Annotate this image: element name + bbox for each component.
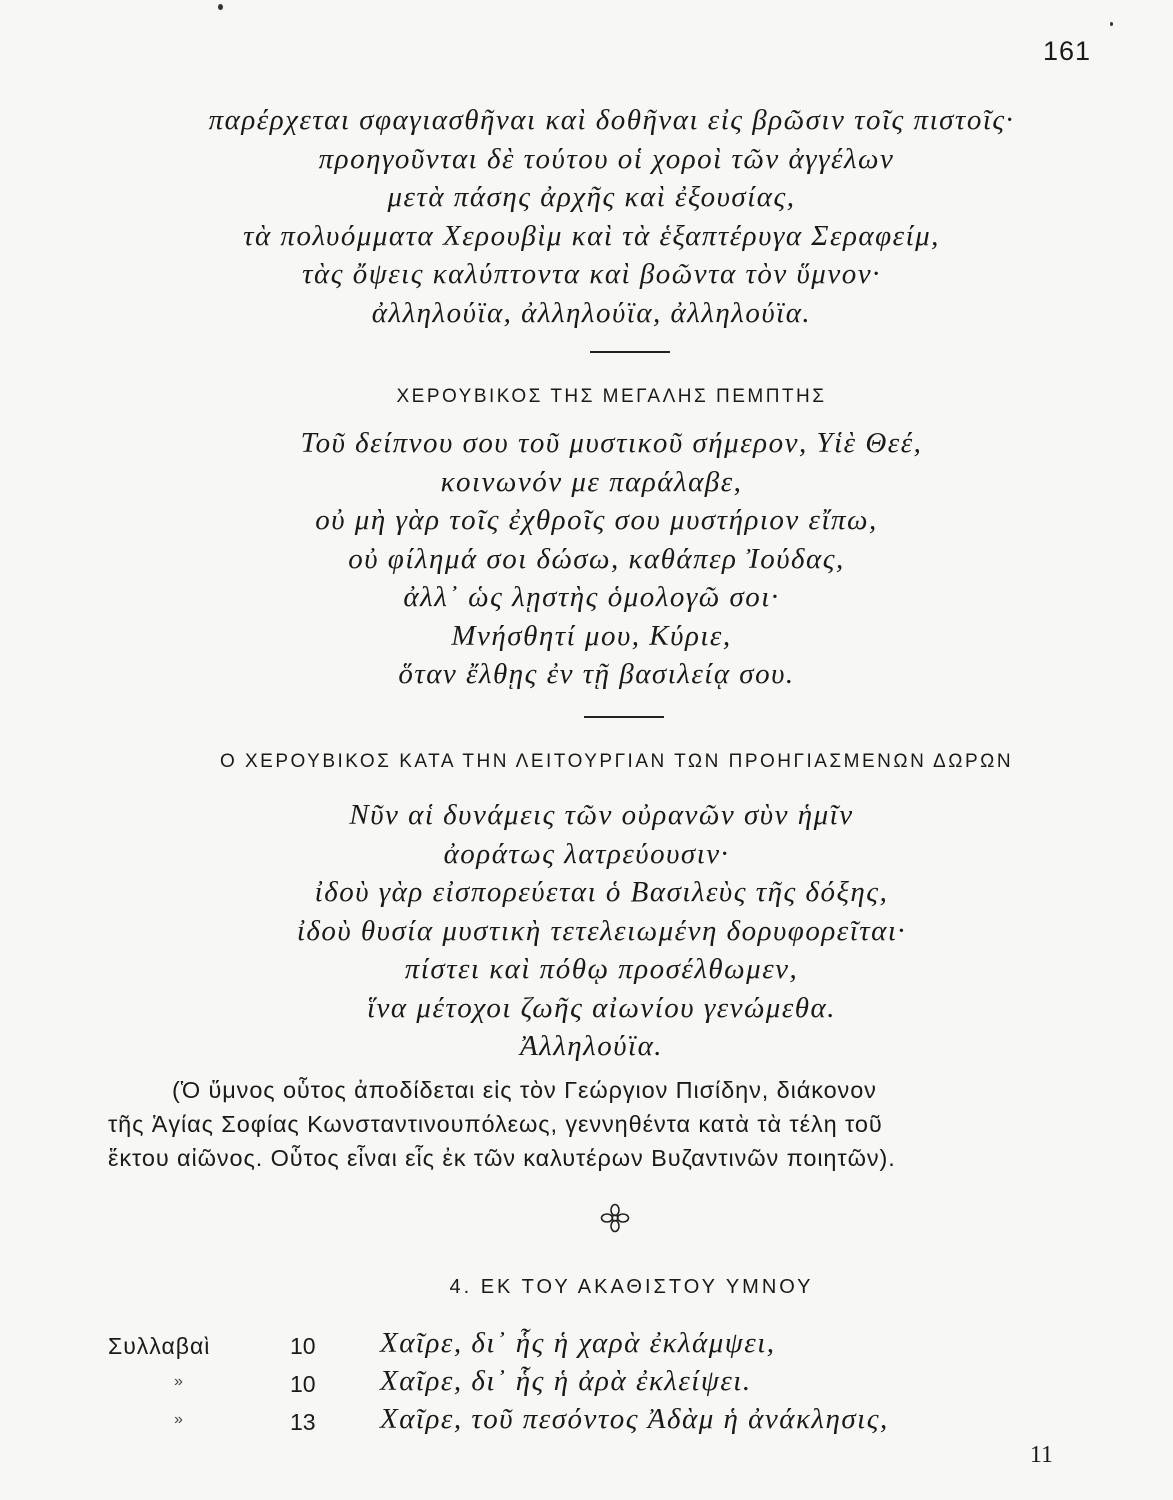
poem-line: προηγοῦνται δὲ τούτου οἱ χοροὶ τῶν ἀγγέλων	[318, 142, 895, 175]
section-heading-great-thursday: ΧΕΡΟΥΒΙΚΟΣ ΤΗΣ ΜΕΓΑΛΗΣ ΠΕΜΠΤΗΣ	[396, 386, 827, 407]
poem-line: πίστει καὶ πόθῳ προσέλθωμεν,	[404, 953, 799, 985]
ditto-mark: »	[174, 1373, 183, 1390]
poem-line: μετὰ πάσης ἀρχῆς καὶ ἐξουσίας,	[387, 181, 796, 213]
ink-speck	[218, 4, 223, 10]
akathist-meter-table	[108, 1327, 1008, 1441]
poem-line: ἀλληλούϊα, ἀλληλούϊα, ἀλληλούϊα.	[371, 296, 812, 329]
poem-line: ἰδοὺ γὰρ εἰσπορεύεται ὁ Βασιλεὺς τῆς δόξης,	[314, 876, 889, 908]
poem-line: τὰ πολυόμματα Χερουβὶμ καὶ τὰ ἑξαπτέρυγα Σεραφείμ,	[243, 219, 940, 252]
floral-ornament-icon	[600, 1203, 630, 1233]
note-line: (Ὁ ὕμνος οὗτος ἀποδίδεται εἰς τὸν Γεώργιον Πισίδην, διάκονον	[172, 1077, 877, 1103]
poem-line: ὅταν ἔλθῃς ἐν τῇ βασιλείᾳ σου.	[398, 658, 795, 690]
poem-line: οὐ φίλημά σοι δώσω, καθάπερ Ἰούδας,	[348, 542, 845, 575]
poem-line: οὐ μὴ γὰρ τοῖς ἐχθροῖς σου μυστήριον εἴπω,	[315, 504, 878, 536]
syllables-label: Συλλαβαὶ	[108, 1333, 211, 1359]
akathist-verse: Χαῖρε, δι᾿ ἧς ἡ ἀρὰ ἐκλείψει.	[380, 1365, 752, 1397]
meter-row	[108, 1403, 1008, 1441]
poem-line: ἰδοὺ θυσία μυστικὴ τετελειωμένη δορυφορεῖται·	[296, 914, 907, 947]
presanctified-poem	[0, 796, 1173, 1066]
section-divider	[590, 351, 670, 353]
section-heading-akathist: 4. ΕΚ ΤΟΥ ΑΚΑΘΙΣΤΟΥ ΥΜΝΟΥ	[449, 1276, 814, 1298]
intro-poem	[0, 101, 1173, 332]
poem-line: τὰς ὄψεις καλύπτοντα καὶ βοῶντα τὸν ὕμνον·	[302, 258, 881, 290]
poem-line: Μνήσθητί μου, Κύριε,	[451, 619, 732, 652]
poem-line: ἀοράτως λατρεύουσιν·	[443, 837, 730, 870]
note-line: ἕκτου αἰῶνος. Οὗτος εἶναι εἷς ἐκ τῶν καλυτέρων Βυζαντινῶν ποιητῶν).	[108, 1145, 896, 1171]
meter-row	[108, 1365, 1008, 1403]
ink-speck	[1110, 22, 1113, 26]
poem-line: Ἀλληλούϊα.	[519, 1030, 664, 1062]
poem-line: ἀλλ᾿ ὡς λῃστὴς ὁμολογῶ σοι·	[403, 581, 780, 613]
great-thursday-poem	[0, 424, 1173, 694]
signature-mark: 11	[1029, 1442, 1053, 1468]
poem-line: Νῦν αἱ δυνάμεις τῶν οὐρανῶν σὺν ἡμῖν	[349, 799, 854, 831]
section-divider	[584, 716, 664, 718]
akathist-verse: Χαῖρε, τοῦ πεσόντος Ἀδὰμ ἡ ἀνάκλησις,	[380, 1403, 889, 1435]
section-heading-presanctified: Ο ΧΕΡΟΥΒΙΚΟΣ ΚΑΤΑ ΤΗΝ ΛΕΙΤΟΥΡΓΙΑΝ ΤΩΝ ΠΡΟΗΓΙΑΣΜΕΝΩΝ ΔΩΡΩΝ	[219, 751, 1014, 772]
syllable-count: 13	[290, 1409, 316, 1435]
page-number: 161	[1042, 36, 1091, 66]
note-line: τῆς Ἁγίας Σοφίας Κωνσταντινουπόλεως, γεννηθέντα κατὰ τὰ τέλη τοῦ	[108, 1111, 883, 1137]
akathist-verse: Χαῖρε, δι᾿ ἧς ἡ χαρὰ ἐκλάμψει,	[380, 1327, 776, 1359]
authorship-note	[108, 1073, 1093, 1175]
poem-line: παρέρχεται σφαγιασθῆναι καὶ δοθῆναι εἰς βρῶσιν τοῖς πιστοῖς·	[208, 104, 1015, 136]
meter-row	[108, 1327, 1008, 1365]
syllable-count: 10	[290, 1371, 316, 1397]
ditto-mark: »	[174, 1411, 183, 1428]
poem-line: Τοῦ δείπνου σου τοῦ μυστικοῦ σήμερον, Υἱὲ Θεέ,	[300, 427, 923, 459]
poem-line: κοινωνόν με παράλαβε,	[440, 465, 743, 498]
poem-line: ἵνα μέτοχοι ζωῆς αἰωνίου γενώμεθα.	[366, 991, 836, 1024]
syllable-count: 10	[290, 1333, 316, 1359]
